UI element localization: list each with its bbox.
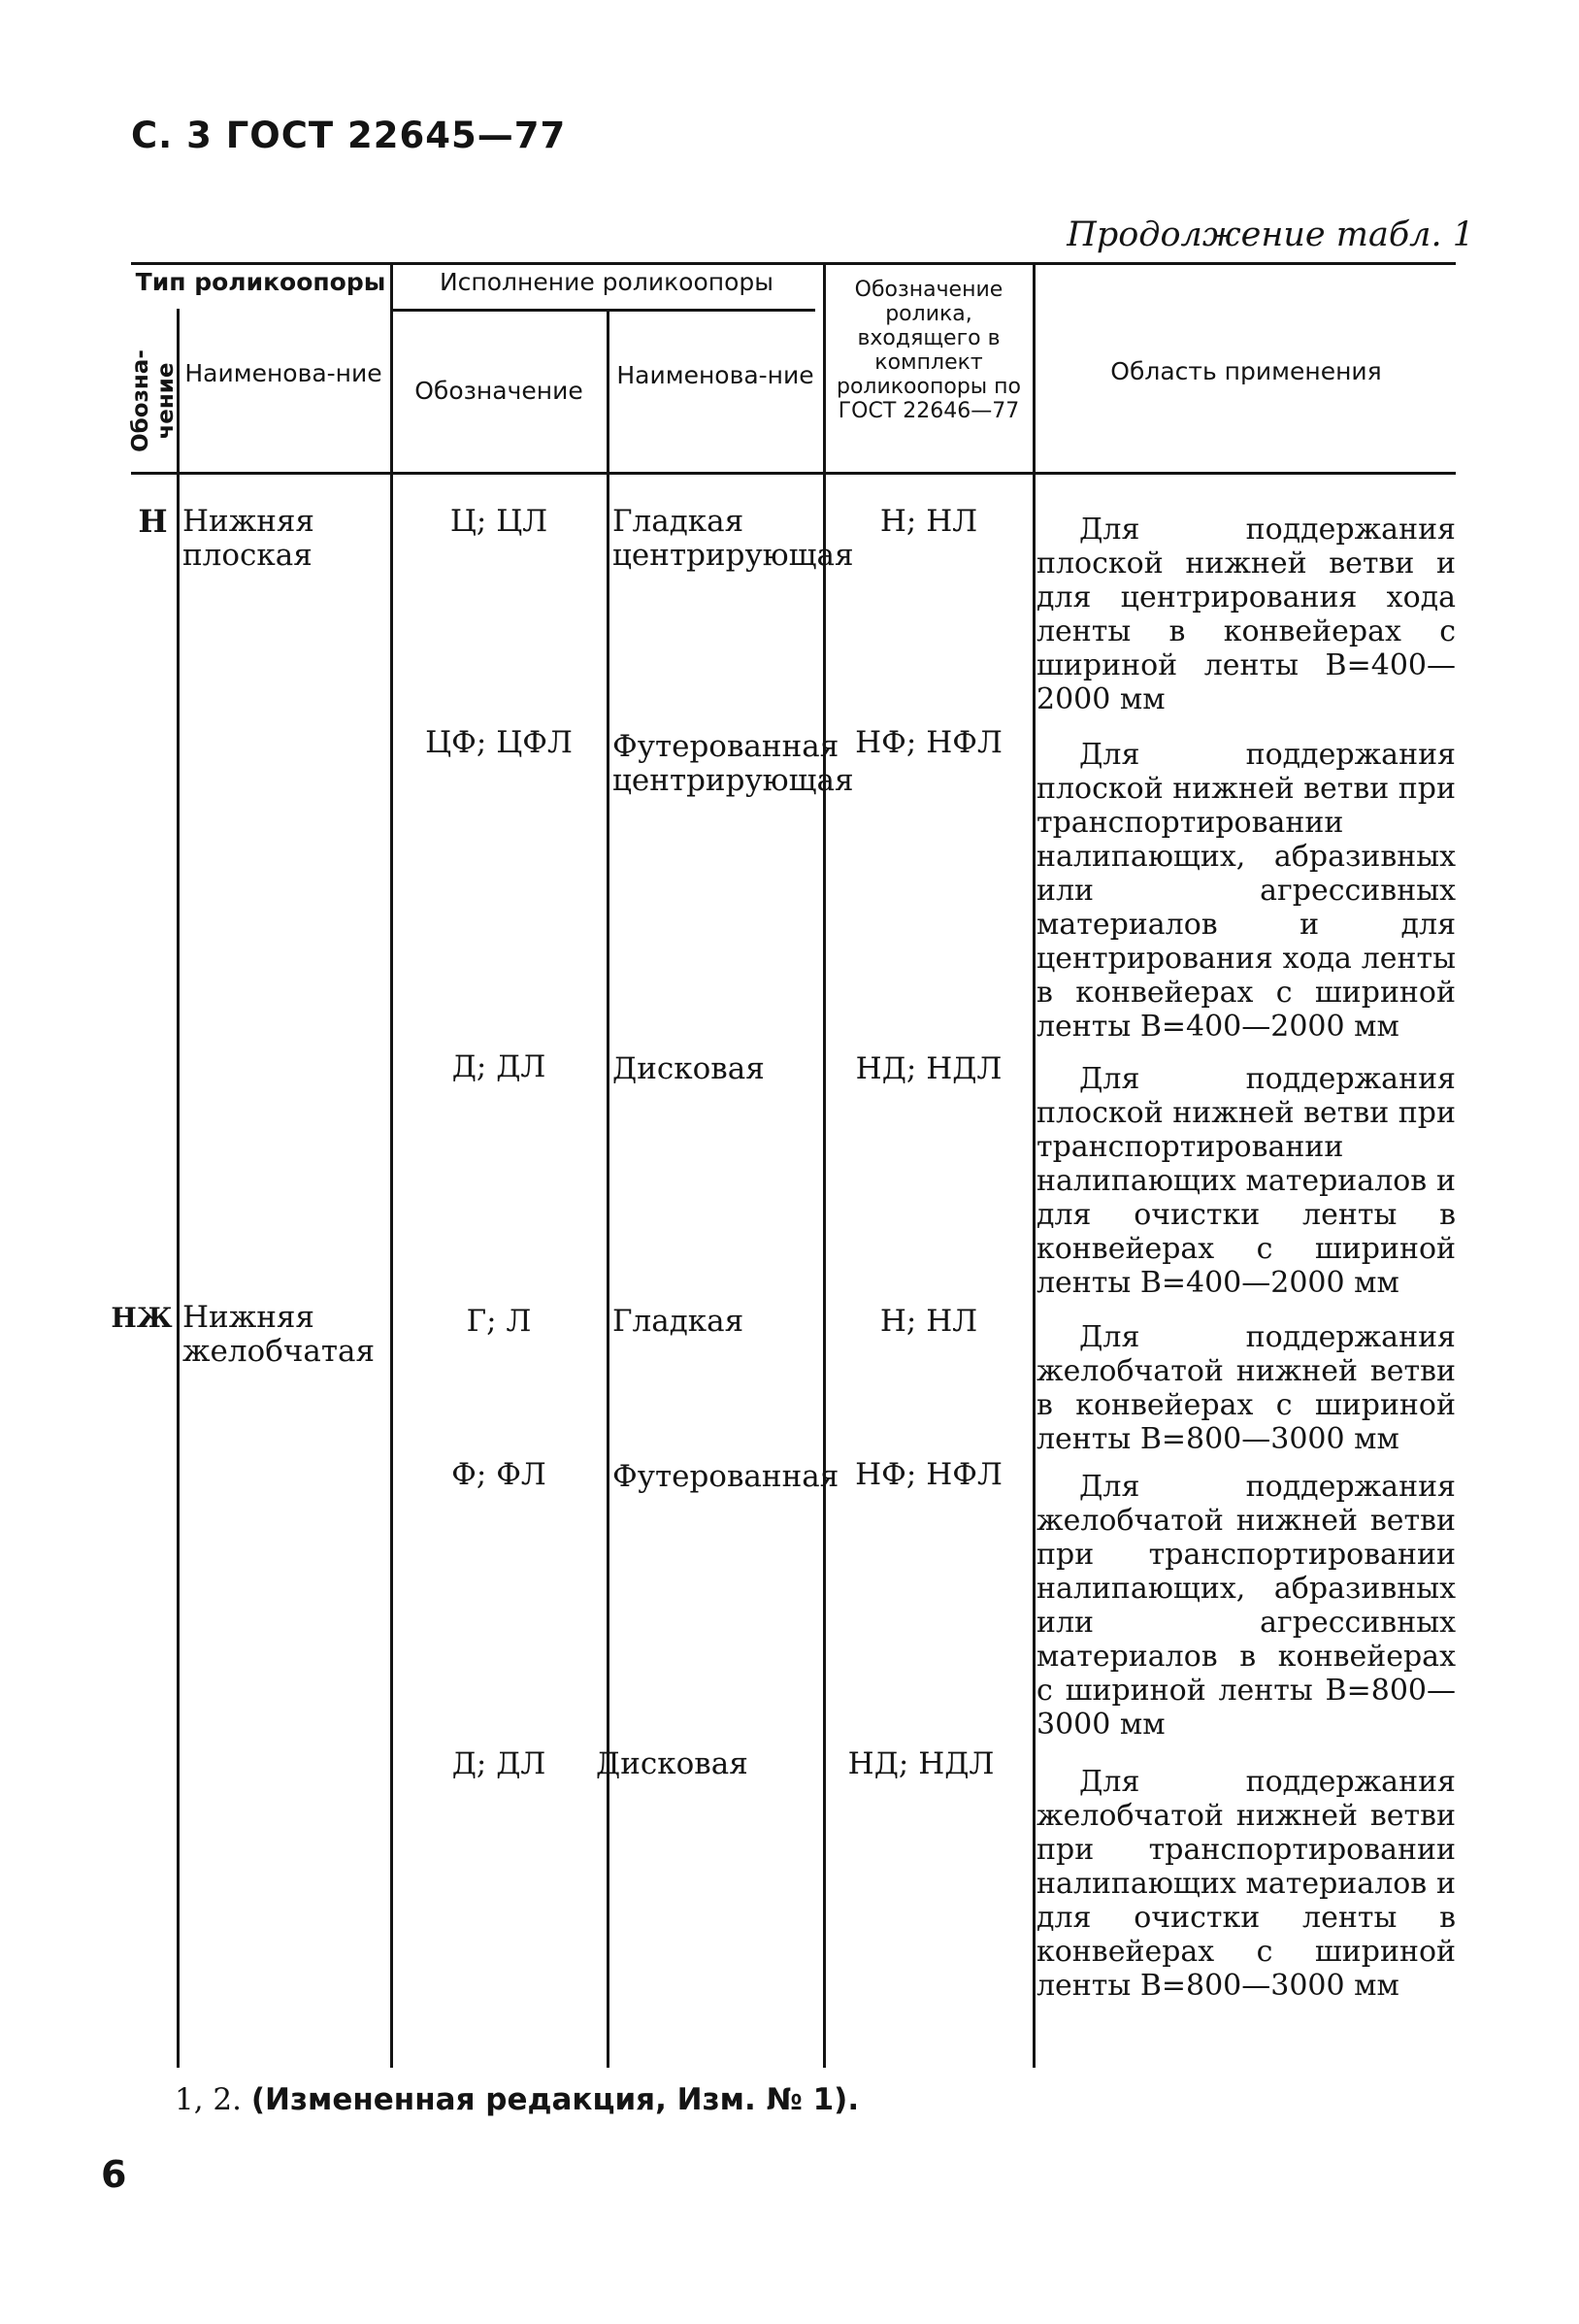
header-exec-name: Наименова-ние <box>616 361 814 389</box>
amendment-note <box>175 2082 859 2117</box>
group-name-lower-troughed: Нижняя желобчатая <box>182 1300 376 1369</box>
application-area: Для поддержания желобчатой нижней ветви при транспортировании налипающих, абразивных или агрессивных материалов в конвейерах с шириной ленты B=800—3000 мм <box>1036 1470 1456 1742</box>
application-area: Для поддержания плоской нижней ветви при транспортировании налипающих материалов и для очистки ленты в конвейерах с шириной ленты B=400—2000 мм <box>1036 1062 1456 1300</box>
header-roller: Обозначение ролика, входящего в комплект роликоопоры по ГОСТ 22646—77 <box>836 278 1021 423</box>
exec-name: Дисковая <box>612 1051 765 1086</box>
exec-name: Футерованная центрирующая <box>612 729 854 798</box>
amendment-note-prefix: 1, 2. <box>175 2082 243 2117</box>
exec-code: Г; Л <box>466 1304 532 1339</box>
exec-code: Д; ДЛ <box>451 1746 546 1781</box>
roller-code: Н; НЛ <box>879 1304 978 1339</box>
application-area: Для поддержания желобчатой нижней ветви при транспортировании налипающих материалов и для очистки ленты в конвейерах с шириной ленты B=800—3000 мм <box>1036 1765 1456 2003</box>
exec-code: Ф; ФЛ <box>451 1457 546 1492</box>
group-code-lower-flat: Н <box>138 503 168 540</box>
roller-code: НД; НДЛ <box>855 1051 1003 1086</box>
group-name-lower-flat: Нижняя плоская <box>182 504 314 573</box>
application-area: Для поддержания желобчатой нижней ветви в конвейерах с шириной ленты B=800—3000 мм <box>1036 1320 1456 1456</box>
application-area: Для поддержания плоской нижней ветви при транспортировании налипающих, абразивных или агрессивных материалов и для центрирования хода ленты в конвейерах с шириной ленты B=400—2000 мм <box>1036 738 1456 1044</box>
header-type-name: Наименова-ние <box>184 359 382 387</box>
roller-code: НФ; НФЛ <box>855 1457 1003 1492</box>
exec-name: Гладкая центрирующая <box>612 504 854 573</box>
header-exec-group: Исполнение роликоопоры <box>439 268 774 296</box>
exec-name: Футерованная <box>612 1459 839 1494</box>
table-continuation-title: Продолжение табл. 1 <box>1067 216 1474 254</box>
exec-name: Дисковая <box>596 1746 748 1781</box>
exec-name: Гладкая <box>612 1304 744 1339</box>
roller-code: НД; НДЛ <box>847 1746 995 1781</box>
page-header: С. 3 ГОСТ 22645—77 <box>131 115 567 156</box>
exec-code: ЦФ; ЦФЛ <box>425 725 573 760</box>
exec-code: Ц; ЦЛ <box>449 504 548 539</box>
page-number: 6 <box>101 2153 127 2196</box>
header-area: Область применения <box>1110 357 1382 385</box>
roller-code: НФ; НФЛ <box>855 725 1003 760</box>
roller-code: Н; НЛ <box>879 504 978 539</box>
exec-code: Д; ДЛ <box>451 1049 546 1084</box>
amendment-note-text: (Измененная редакция, Изм. № 1). <box>250 2082 860 2117</box>
header-type-code: Обозна-чение <box>128 349 179 452</box>
header-exec-code: Обозначение <box>414 377 583 405</box>
group-code-lower-troughed: НЖ <box>111 1302 173 1334</box>
application-area: Для поддержания плоской нижней ветви и для центрирования хода ленты в конвейерах с шириной ленты B=400—2000 мм <box>1036 513 1456 716</box>
header-type-group: Тип роликоопоры <box>135 268 386 296</box>
